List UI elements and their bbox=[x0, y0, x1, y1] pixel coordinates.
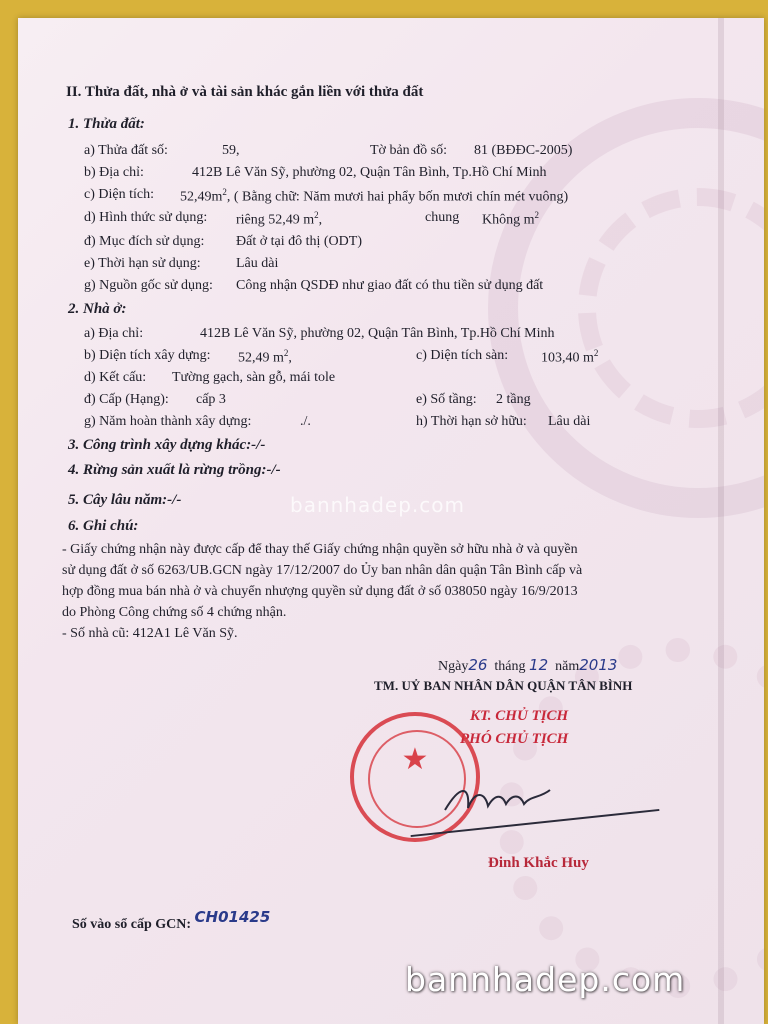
date-day-value: 26 bbox=[468, 656, 488, 674]
house-address-value: 412B Lê Văn Sỹ, phường 02, Quận Tân Bình, Tp.Hồ Chí Minh bbox=[200, 326, 555, 341]
area-value: 52,49m bbox=[180, 189, 223, 205]
land-address-label: b) Địa chỉ: bbox=[84, 165, 144, 180]
map-value: 81 (BĐĐC-2005) bbox=[474, 143, 573, 158]
page-fold bbox=[718, 18, 724, 1024]
watermark-center: bannhadep.com bbox=[290, 493, 466, 517]
section-heading: II. Thửa đất, nhà ở và tài sản khác gắn liền với thửa đất bbox=[66, 84, 424, 100]
area-unit-sup: 2 bbox=[222, 187, 227, 197]
date-line bbox=[438, 656, 617, 675]
use-form-common-line bbox=[482, 210, 539, 229]
term-value: Lâu dài bbox=[236, 256, 279, 271]
note-line-2: sử dụng đất ở số 6263/UB.GCN ngày 17/12/2007 do Ủy ban nhân dân quận Tân Bình cấp và bbox=[62, 563, 583, 578]
signer-role-2: PHÓ CHỦ TỊCH bbox=[460, 731, 569, 747]
purpose-label: đ) Mục đích sử dụng: bbox=[84, 234, 205, 249]
completed-label: g) Năm hoàn thành xây dựng: bbox=[84, 414, 252, 429]
purpose-value: Đất ở tại đô thị (ODT) bbox=[236, 234, 362, 249]
note-line-1: - Giấy chứng nhận này được cấp để thay thế Giấy chứng nhận quyền sở hữu nhà ở và quyền bbox=[62, 542, 578, 557]
grade-value: cấp 3 bbox=[196, 392, 226, 407]
handwritten-signature bbox=[440, 780, 560, 820]
date-day-label: Ngày bbox=[438, 659, 469, 674]
completed-value: ./. bbox=[300, 414, 311, 429]
use-form-common-value: Không m bbox=[482, 212, 535, 228]
signer-role-1: KT. CHỦ TỊCH bbox=[470, 708, 569, 724]
section-other-works: 3. Công trình xây dựng khác:-/- bbox=[68, 437, 266, 453]
ownership-term-value: Lâu dài bbox=[548, 414, 591, 429]
date-month-value: 12 bbox=[529, 656, 549, 674]
build-area-line: 52,49 $m^2$, bbox=[238, 348, 292, 366]
floor-area-label: c) Diện tích sàn: bbox=[416, 348, 509, 363]
date-year-value: 2013 bbox=[579, 656, 618, 674]
area-label: c) Diện tích: bbox=[84, 187, 154, 202]
floor-area-line bbox=[541, 348, 598, 367]
use-form-private-sup: 2 bbox=[314, 210, 319, 220]
floors-label: e) Số tầng: bbox=[416, 392, 477, 407]
date-month-label: tháng bbox=[494, 659, 526, 674]
house-section-title: 2. Nhà ở: bbox=[68, 301, 127, 317]
signer-name: Đinh Khắc Huy bbox=[488, 855, 589, 871]
build-area-value: 52,49 m bbox=[238, 350, 284, 366]
house-address-label: a) Địa chỉ: bbox=[84, 326, 144, 341]
parcel-label: a) Thửa đất số: bbox=[84, 143, 168, 158]
registry-value: CH01425 bbox=[194, 908, 271, 926]
floor-area-value: 103,40 m bbox=[541, 350, 594, 366]
build-area-label: b) Diện tích xây dựng: bbox=[84, 348, 211, 363]
use-form-common-sup: 2 bbox=[534, 210, 539, 220]
section-notes-title: 6. Ghi chú: bbox=[68, 518, 139, 534]
seal-star-icon: ★ bbox=[401, 743, 429, 776]
origin-value: Công nhận QSDĐ như giao đất có thu tiền sử dụng đất bbox=[236, 278, 544, 293]
section-perennial-trees: 5. Cây lâu năm:-/- bbox=[68, 492, 182, 508]
note-line-4: do Phòng Công chứng số 4 chứng nhận. bbox=[62, 605, 287, 620]
land-address-value: 412B Lê Văn Sỹ, phường 02, Quận Tân Bình, Tp.Hồ Chí Minh bbox=[192, 165, 547, 180]
authority-title: TM. UỶ BAN NHÂN DÂN QUẬN TÂN BÌNH bbox=[374, 678, 633, 693]
area-words: , ( Bằng chữ: Năm mươi hai phẩy bốn mươi chín mét vuông) bbox=[226, 189, 569, 205]
registry-label: Số vào sổ cấp GCN: bbox=[72, 917, 192, 932]
note-line-5: - Số nhà cũ: 412A1 Lê Văn Sỹ. bbox=[62, 626, 238, 641]
use-form-common-label: chung bbox=[425, 210, 460, 225]
term-label: e) Thời hạn sử dụng: bbox=[84, 256, 201, 271]
use-form-private: riêng 52,49 m bbox=[236, 212, 315, 228]
map-label: Tờ bản đồ số: bbox=[370, 143, 448, 158]
grade-label: đ) Cấp (Hạng): bbox=[84, 392, 169, 407]
build-area-sup: 2 bbox=[283, 348, 289, 358]
land-section-title: 1. Thửa đất: bbox=[68, 116, 145, 132]
red-seal-stamp bbox=[350, 712, 480, 842]
floor-area-sup: 2 bbox=[593, 348, 599, 358]
floors-value: 2 tầng bbox=[496, 392, 531, 407]
note-line-3: hợp đồng mua bán nhà ở và chuyển nhượng quyền sử dụng đất ở số 038050 ngày 16/9/2013 bbox=[62, 584, 578, 599]
ownership-term-label: h) Thời hạn sở hữu: bbox=[416, 414, 527, 429]
section-production-forest: 4. Rừng sản xuất là rừng trồng:-/- bbox=[68, 462, 281, 478]
origin-label: g) Nguồn gốc sử dụng: bbox=[84, 278, 213, 293]
area-value-line bbox=[180, 187, 568, 206]
structure-label: d) Kết cấu: bbox=[84, 370, 147, 385]
structure-value: Tường gạch, sàn gỗ, mái tole bbox=[172, 370, 336, 385]
use-form-private-line: riêng 52,49 $m^2$, bbox=[236, 210, 323, 228]
use-form-label: d) Hình thức sử dụng: bbox=[84, 210, 208, 225]
parcel-value: 59, bbox=[222, 143, 240, 158]
watermark-bottom: bannhadep.com bbox=[405, 960, 686, 999]
date-year-label: năm bbox=[555, 659, 580, 674]
registry-line bbox=[72, 908, 271, 933]
